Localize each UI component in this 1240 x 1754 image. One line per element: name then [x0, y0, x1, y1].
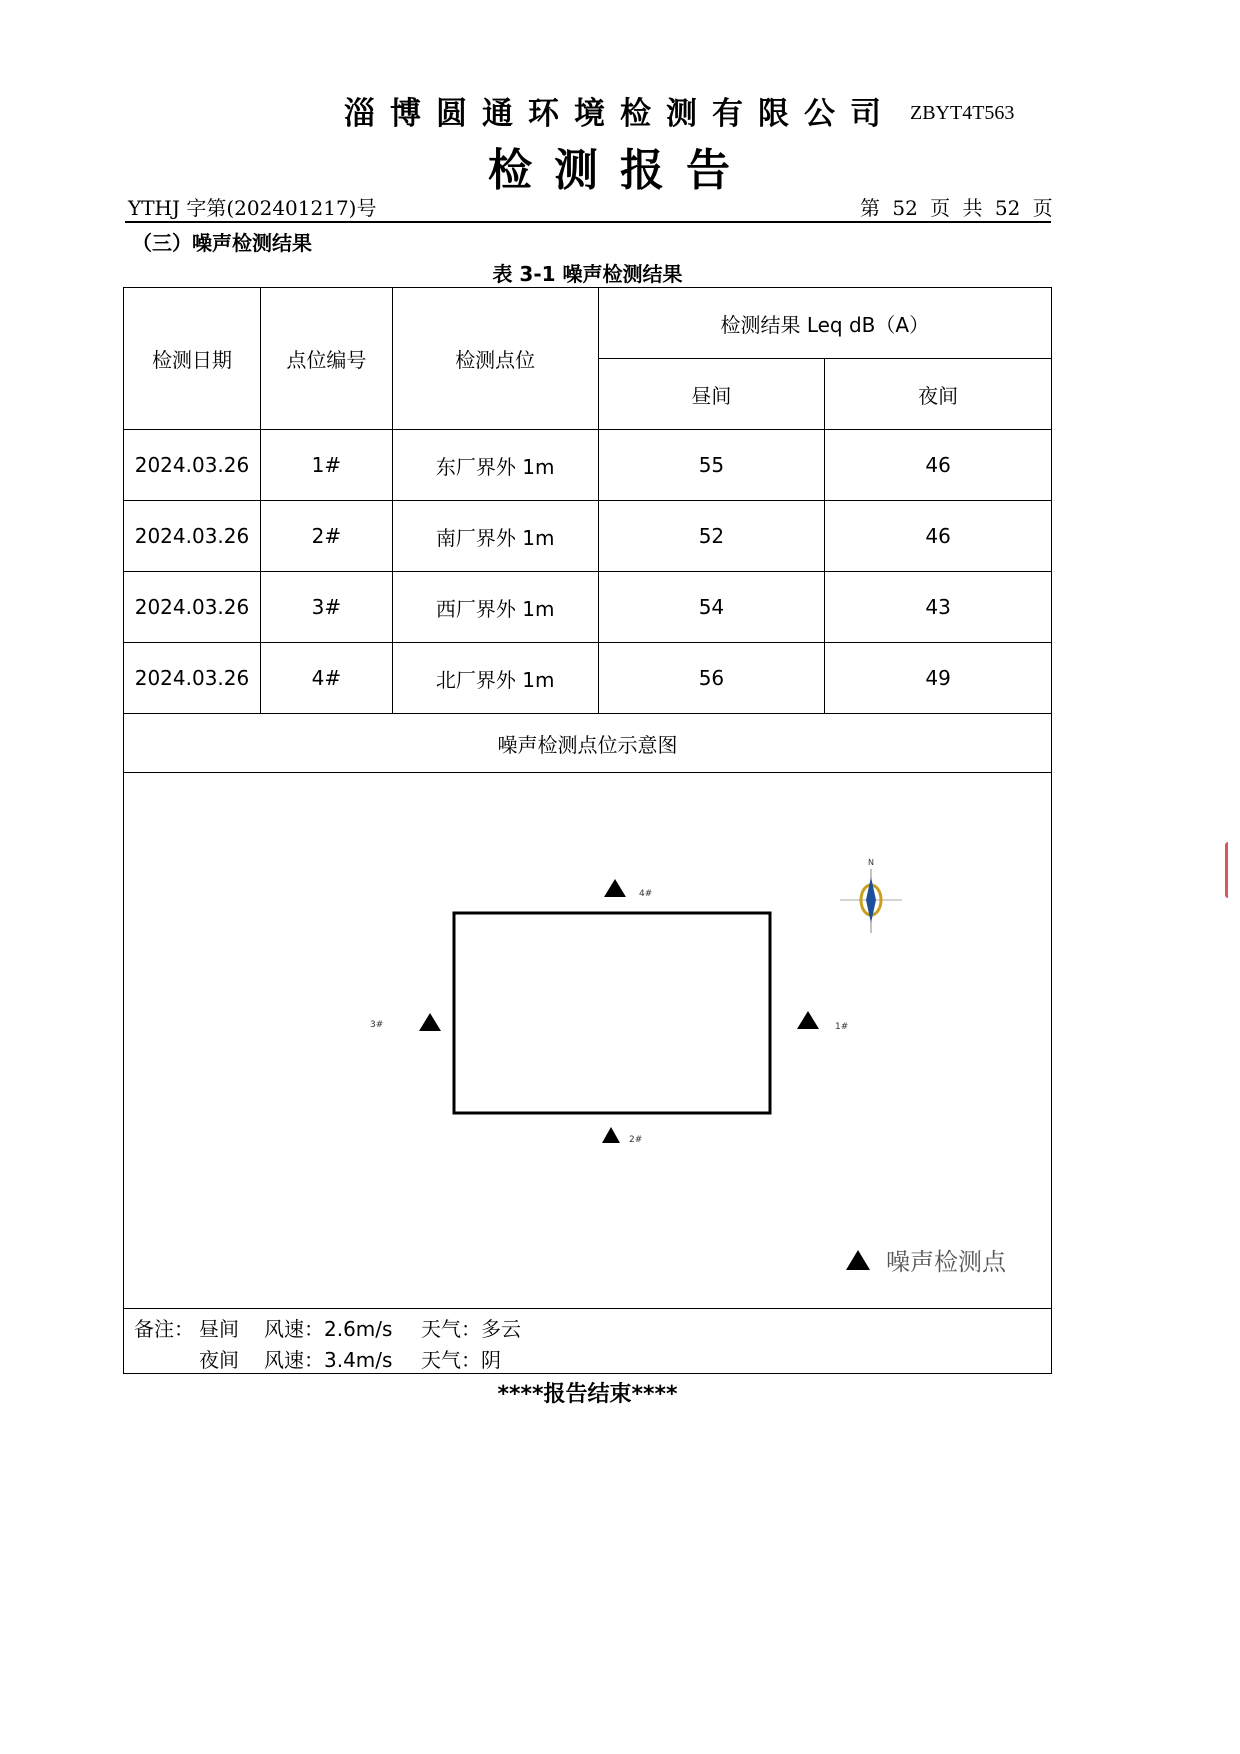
table-header-row: [124, 288, 1052, 359]
remark-night-wind: 风速：3.4m/s: [264, 1348, 393, 1372]
header-point-id: 点位编号: [260, 288, 392, 430]
table-row: [124, 572, 1052, 643]
header-date: 检测日期: [124, 288, 261, 430]
header-day: 昼间: [598, 359, 825, 430]
table-row: [124, 430, 1052, 501]
noise-point-2-marker: [602, 1127, 620, 1143]
section-title: （三）噪声检测结果: [132, 231, 312, 255]
company-name: 淄博圆通环境检测有限公司: [344, 96, 896, 132]
compass-icon: [840, 858, 902, 933]
cell-point-id: 1#: [260, 430, 392, 501]
site-boundary: [454, 913, 770, 1113]
noise-point-3-marker: [419, 1013, 441, 1031]
table-caption: 表 3-1 噪声检测结果: [492, 262, 683, 286]
reference-number: YTHJ 字第(202401217)号: [128, 196, 377, 220]
cell-night: 43: [825, 572, 1052, 643]
noise-point-2-label: 2#: [629, 1135, 643, 1145]
header-location: 检测点位: [392, 288, 598, 430]
legend-label: 噪声检测点: [886, 1248, 1006, 1276]
cell-day: 52: [598, 501, 825, 572]
page-info: 第 52 页 共 52 页: [860, 196, 1053, 220]
noise-point-3-label: 3#: [370, 1020, 384, 1030]
header-result: 检测结果 Leq dB（A）: [598, 288, 1051, 359]
map-title: 噪声检测点位示意图: [124, 714, 1052, 773]
cell-day: 56: [598, 643, 825, 714]
report-code: ZBYT4T563: [910, 102, 1015, 124]
noise-point-1-label: 1#: [835, 1022, 849, 1032]
noise-results-table: [123, 287, 1052, 1374]
seal-edge: [1225, 842, 1234, 898]
map-cell: [124, 773, 1052, 1309]
report-title: 检测报告: [488, 145, 752, 196]
cell-date: 2024.03.26: [124, 572, 261, 643]
noise-point-1-marker: [797, 1011, 819, 1029]
remarks-row: [124, 1309, 1052, 1374]
noise-point-4-label: 4#: [639, 889, 653, 899]
cell-location: 南厂界外 1m: [392, 501, 598, 572]
remark-day-weather: 天气：多云: [421, 1317, 521, 1341]
site-map: [124, 773, 1051, 1308]
header-divider: [125, 221, 1051, 223]
cell-night: 49: [825, 643, 1052, 714]
remarks-cell: [124, 1309, 1052, 1374]
compass-north-label: N: [868, 858, 874, 867]
cell-date: 2024.03.26: [124, 430, 261, 501]
map-row: [124, 773, 1052, 1309]
cell-day: 54: [598, 572, 825, 643]
cell-point-id: 4#: [260, 643, 392, 714]
remarks-label: 备注：: [134, 1317, 194, 1341]
cell-location: 北厂界外 1m: [392, 643, 598, 714]
cell-point-id: 2#: [260, 501, 392, 572]
table-row: [124, 501, 1052, 572]
remark-night-period: 夜间: [199, 1348, 239, 1372]
table-row: [124, 643, 1052, 714]
legend-marker: [846, 1250, 870, 1270]
remark-day-period: 昼间: [199, 1317, 239, 1341]
cell-day: 55: [598, 430, 825, 501]
cell-point-id: 3#: [260, 572, 392, 643]
cell-date: 2024.03.26: [124, 643, 261, 714]
noise-point-4-marker: [604, 879, 626, 897]
map-title-row: [124, 714, 1052, 773]
cell-location: 西厂界外 1m: [392, 572, 598, 643]
cell-date: 2024.03.26: [124, 501, 261, 572]
cell-night: 46: [825, 430, 1052, 501]
cell-location: 东厂界外 1m: [392, 430, 598, 501]
remark-night-weather: 天气：阴: [421, 1348, 501, 1372]
report-end: ****报告结束****: [497, 1382, 678, 1407]
header-night: 夜间: [825, 359, 1052, 430]
cell-night: 46: [825, 501, 1052, 572]
remark-day-wind: 风速：2.6m/s: [264, 1317, 393, 1341]
